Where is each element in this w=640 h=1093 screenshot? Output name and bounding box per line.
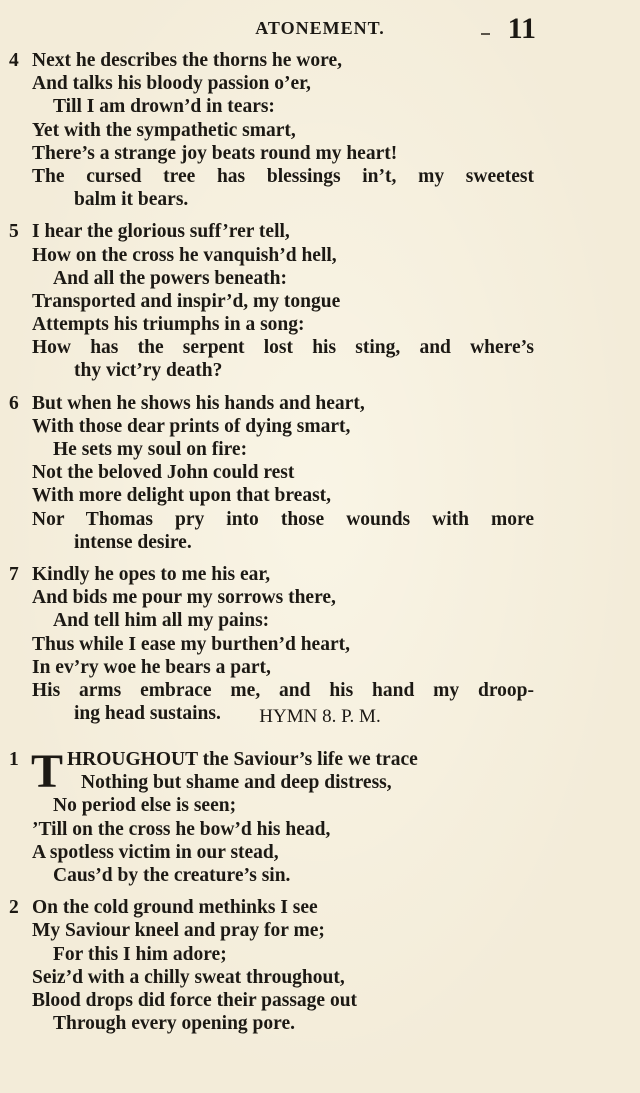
verse-line: For this I him adore; [53, 943, 227, 965]
verse-line: My Saviour kneel and pray for me; [32, 920, 325, 942]
verse-line: Seiz’d with a chilly sweat throughout, [32, 966, 345, 988]
verse-line: The cursed tree has blessings in’t, my sweetest [32, 165, 534, 187]
verse-line: With more delight upon that breast, [32, 485, 332, 507]
verse-line: How on the cross he vanquish’d hell, [32, 244, 337, 266]
verse-4 [0, 49, 640, 211]
verse-line: balm it bears. [74, 189, 189, 211]
verse-line: How has the serpent lost his sting, and where’s [32, 337, 534, 359]
verse-line: With those dear prints of dying smart, [32, 415, 351, 437]
verse-line: Nothing but shame and deep distress, [81, 772, 392, 794]
verse-7 [0, 563, 640, 725]
verse-line: In ev’ry woe he bears a part, [32, 656, 271, 678]
verse-number: 6 [9, 392, 19, 414]
verse-line: A spotless victim in our stead, [32, 841, 279, 863]
verse-line: Thus while I ease my burthen’d heart, [32, 633, 350, 655]
verse-line: Blood drops did force their passage out [32, 989, 358, 1011]
verse-line: On the cold ground methinks I see [32, 897, 318, 919]
verse-line: I hear the glorious suff’rer tell, [32, 221, 290, 243]
verse-number: 2 [9, 897, 19, 919]
verse-line: Caus’d by the creature’s sin. [53, 864, 291, 886]
verse-line: Through every opening pore. [53, 1013, 295, 1035]
verse-line: And all the powers beneath: [53, 267, 288, 289]
verse-line: No period else is seen; [53, 795, 237, 817]
verse-number: 7 [9, 563, 19, 585]
verse-6 [0, 392, 640, 554]
verse-number: 4 [9, 50, 19, 71]
verse-line: ’Till on the cross he bow’d his head, [32, 818, 331, 840]
verse-line: He sets my soul on fire: [53, 439, 248, 460]
hymn-8-title: HYMN 8. P. M. [259, 706, 381, 727]
verse-5 [0, 220, 640, 382]
verse-line: Kindly he opes to me his ear, [32, 563, 271, 585]
verse-line: And talks his bloody passion o’er, [32, 73, 311, 95]
verse-line: Till I am drown’d in tears: [53, 96, 275, 118]
verse-line: thy vict’ry death? [74, 360, 223, 382]
verse-line: ing head sustains. [74, 703, 221, 725]
running-head [0, 12, 640, 46]
verse-number: 1 [9, 749, 19, 770]
verse-line: Attempts his triumphs in a song: [32, 314, 305, 336]
verse-line: But when he shows his hands and heart, [32, 392, 365, 414]
verse-line: Yet with the sympathetic smart, [32, 119, 296, 141]
hymn-8 [0, 745, 640, 1035]
verse-2 [0, 896, 640, 1035]
verse-line: And bids me pour my sorrows there, [32, 587, 336, 609]
verse-line: And tell him all my pains: [53, 610, 270, 632]
verse-number: 5 [9, 221, 19, 243]
hymn-7-continuation [0, 49, 640, 725]
verse-1 [0, 745, 640, 887]
verse-line: HROUGHOUT the Saviour’s life we trace [67, 749, 418, 770]
verse-line: Transported and inspir’d, my tongue [32, 290, 341, 312]
verse-line: intense desire. [74, 531, 192, 553]
verse-line: His arms embrace me, and his hand my droop- [32, 679, 534, 701]
verse-line: There’s a strange joy beats round my heart! [32, 142, 398, 164]
drop-cap: T [31, 745, 64, 798]
page-number: 11 [507, 12, 536, 45]
verse-line: Nor Thomas pry into those wounds with more [32, 508, 534, 530]
verse-line: Not the beloved John could rest [32, 462, 295, 484]
verse-line: Next he describes the thorns he wore, [32, 50, 342, 71]
running-title: ATONEMENT. [255, 18, 385, 38]
header-dash [481, 33, 490, 35]
